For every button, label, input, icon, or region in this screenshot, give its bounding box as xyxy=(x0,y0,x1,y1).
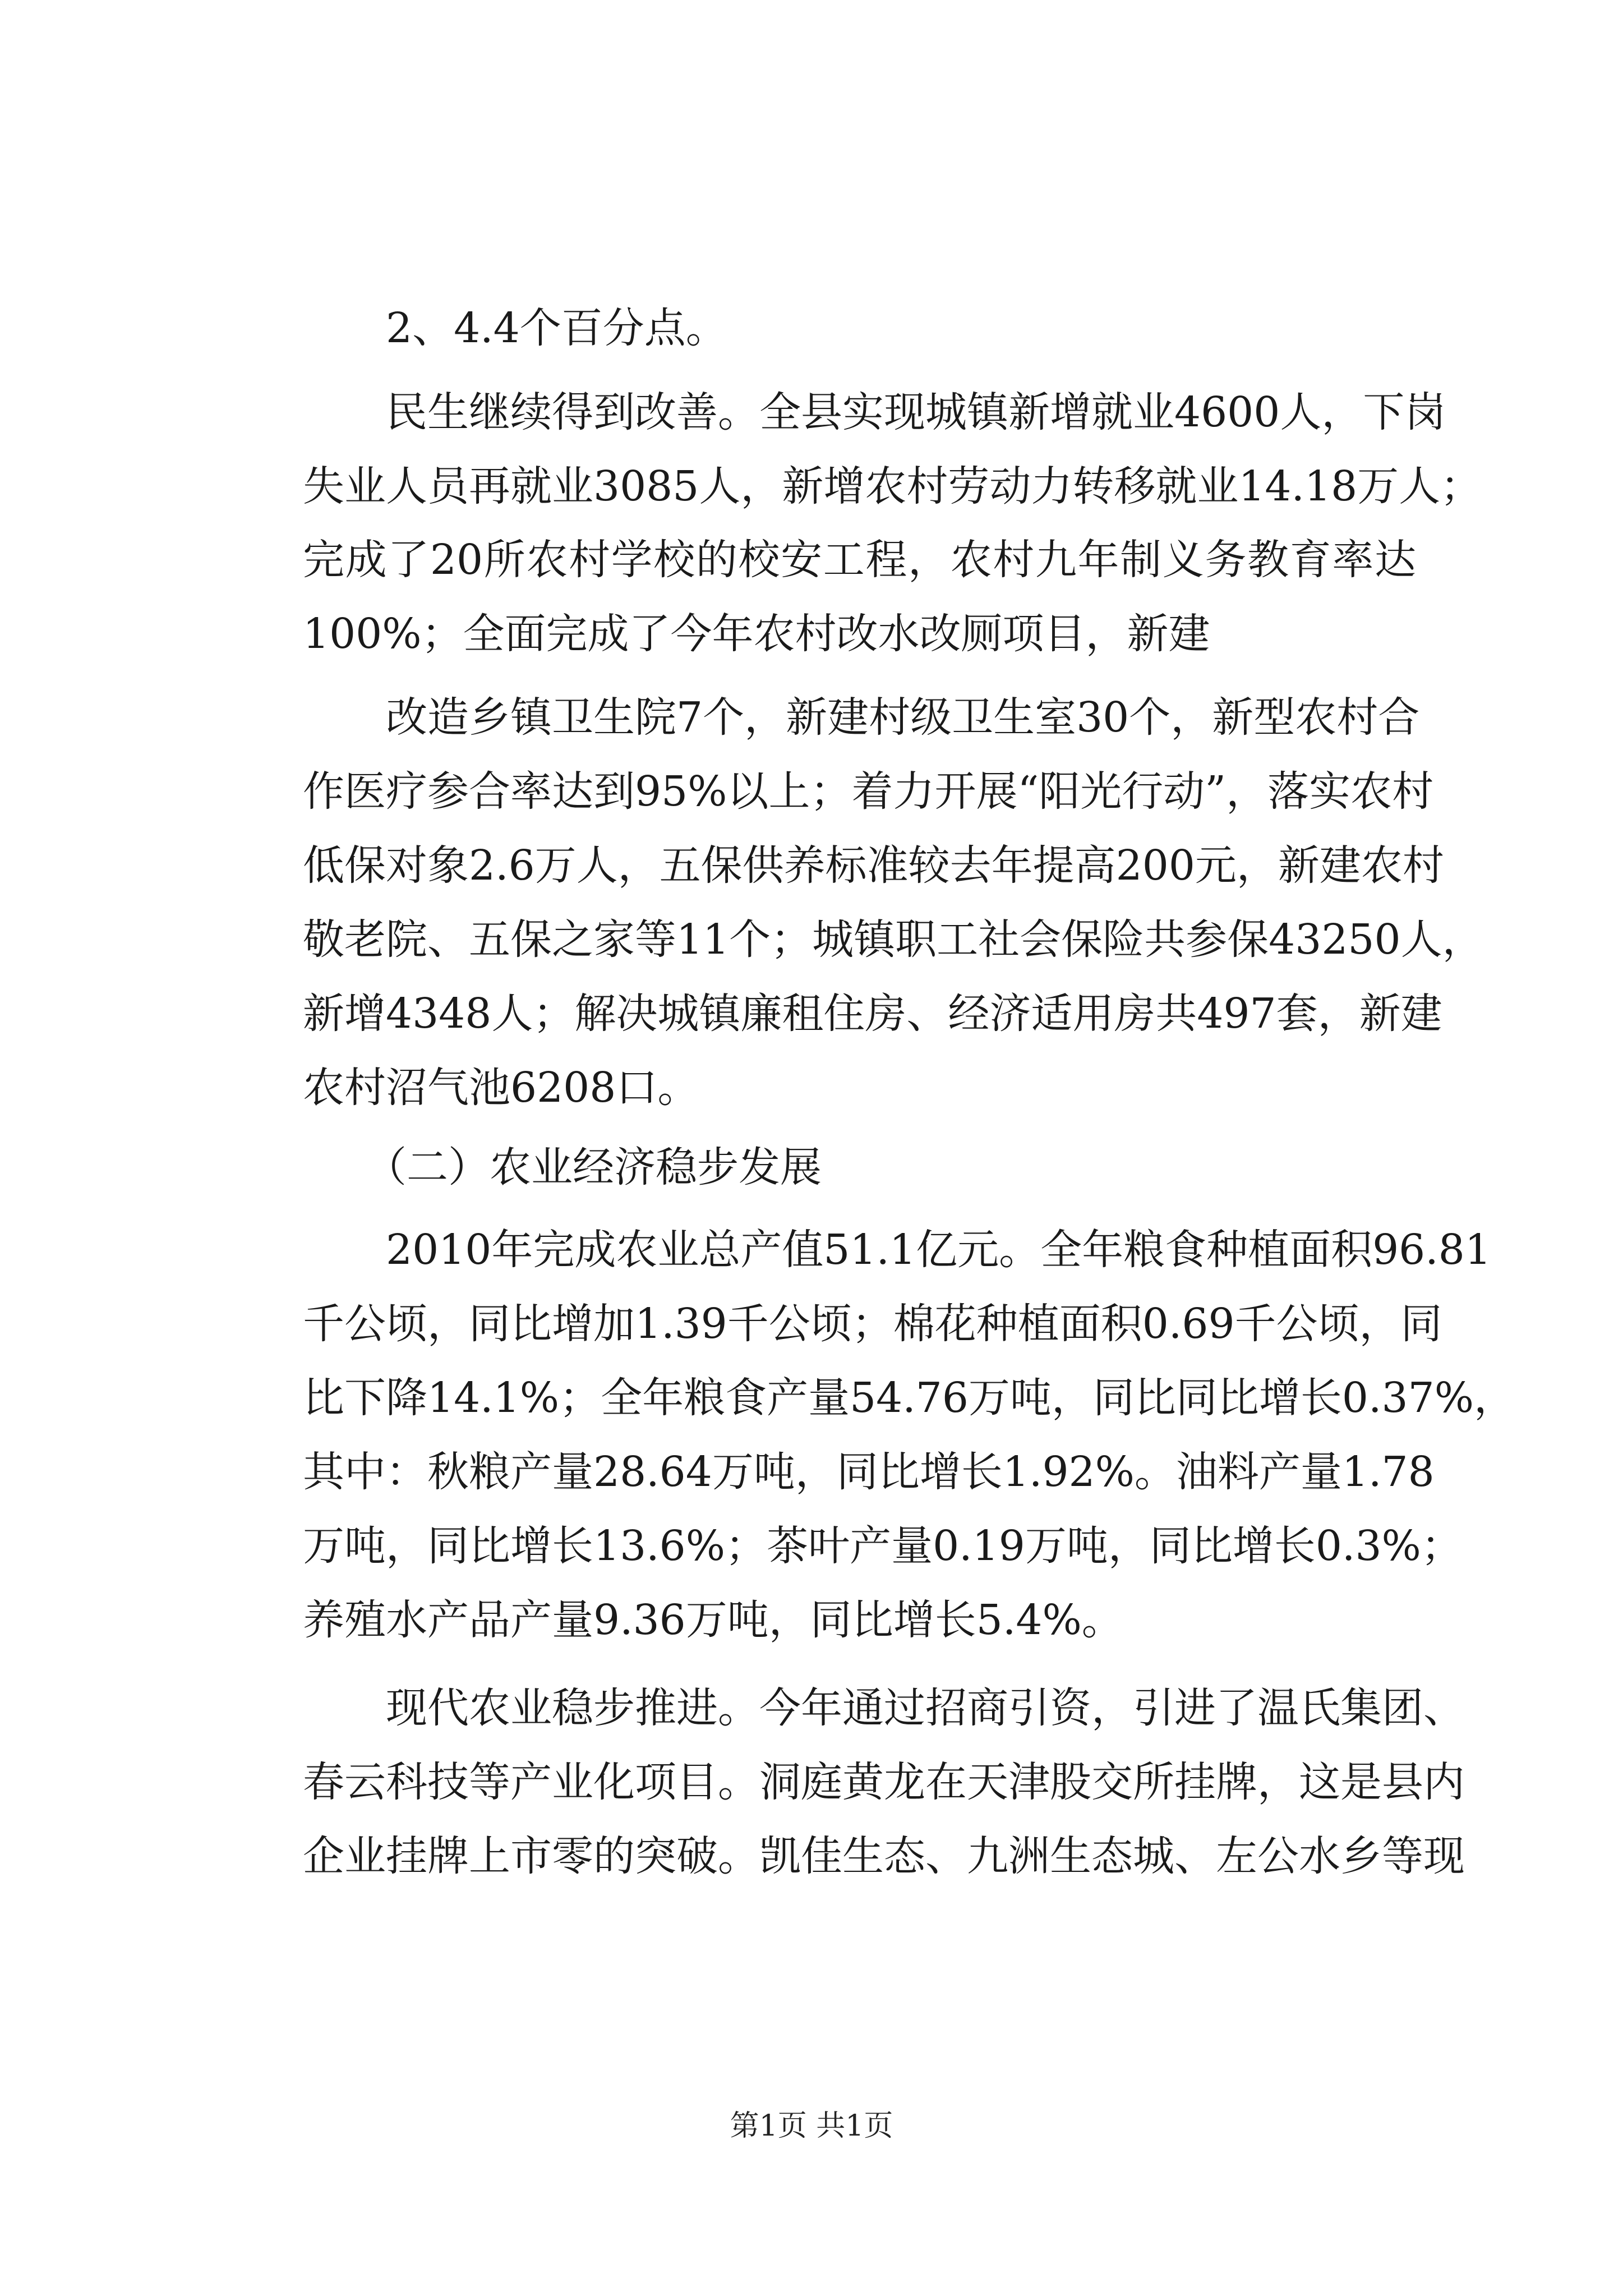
text-line-9: 敬老院、五保之家等11个；城镇职工社会保险共参保43250人， xyxy=(303,915,1484,964)
section-heading: （二）农业经济稳步发展 xyxy=(303,1143,822,1191)
text-line-6: 改造乡镇卫生院7个，新建村级卫生室30个，新型农村合 xyxy=(303,693,1420,742)
page-footer: 第1页 共1页 xyxy=(730,2109,893,2143)
text-line-13: 2010年完成农业总产值51.1亿元。全年粮食种植面积96.81 xyxy=(303,1226,1491,1274)
text-line-2: 民生继续得到改善。全县实现城镇新增就业4600人，下岗 xyxy=(303,388,1446,436)
text-line-11: 农村沼气池6208口。 xyxy=(303,1064,699,1112)
text-line-14: 千公顷，同比增加1.39千公顷；棉花种植面积0.69千公顷，同 xyxy=(303,1300,1442,1348)
text-line-15: 比下降14.1%；全年粮食产量54.76万吨，同比同比增长0.37%， xyxy=(303,1374,1516,1422)
text-line-10: 新增4348人；解决城镇廉租住房、经济适用房共497套，新建 xyxy=(303,990,1442,1038)
text-line-4: 完成了20所农村学校的校安工程，农村九年制义务教育率达 xyxy=(303,536,1416,584)
text-line-8: 低保对象2.6万人，五保供养标准较去年提高200元，新建农村 xyxy=(303,841,1444,890)
text-line-16: 其中：秋粮产量28.64万吨，同比增长1.92%。油料产量1.78 xyxy=(303,1448,1435,1496)
text-line-1: 2、4.4个百分点。 xyxy=(303,304,727,352)
text-line-21: 企业挂牌上市零的突破。凯佳生态、九洲生态城、左公水乡等现 xyxy=(303,1832,1465,1880)
text-line-17: 万吨，同比增长13.6%；茶叶产量0.19万吨，同比增长0.3%； xyxy=(303,1522,1463,1570)
text-line-3: 失业人员再就业3085人，新增农村劳动力转移就业14.18万人； xyxy=(303,462,1482,510)
text-line-20: 春云科技等产业化项目。洞庭黄龙在天津股交所挂牌，这是县内 xyxy=(303,1758,1465,1806)
text-line-19: 现代农业稳步推进。今年通过招商引资，引进了温氏集团、 xyxy=(303,1684,1465,1732)
text-line-5: 100%；全面完成了今年农村改水改厕项目，新建 xyxy=(303,610,1210,658)
text-line-7: 作医疗参合率达到95%以上；着力开展“阳光行动”，落实农村 xyxy=(303,767,1434,816)
text-line-18: 养殖水产品产量9.36万吨，同比增长5.4%。 xyxy=(303,1596,1123,1644)
